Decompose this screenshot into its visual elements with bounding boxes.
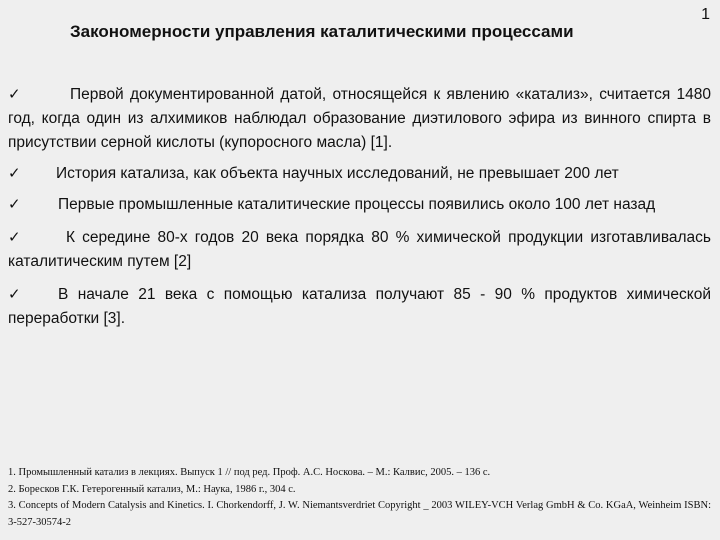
page-number: 1 xyxy=(701,6,710,23)
reference-item: 3. Concepts of Modern Catalysis and Kinetics. I. Chorkendorff, J. W. Niemantsverdriet Copyright _ 2003 WILEY-VCH Verlag GmbH & Co. KGaA, Weinheim ISBN: 3-527-30574-2 xyxy=(8,500,711,528)
bullet-item xyxy=(8,192,711,217)
bullet-list xyxy=(8,82,711,339)
bullet-item xyxy=(8,82,711,155)
checkmark-icon: ✓ xyxy=(8,195,21,213)
references xyxy=(8,465,711,531)
reference-item: 2. Боресков Г.К. Гетерогенный катализ, М.: Наука, 1986 г., 304 с. xyxy=(8,483,296,495)
checkmark-icon: ✓ xyxy=(8,228,21,246)
checkmark-icon: ✓ xyxy=(8,164,21,182)
bullet-text: К середине 80-х годов 20 века порядка 80 % химической продукции изготавливалась каталитическим путем [2] xyxy=(8,229,711,270)
bullet-text: Первые промышленные каталитические процессы появились около 100 лет назад xyxy=(58,196,656,213)
bullet-text: История катализа, как объекта научных исследований, не превышает 200 лет xyxy=(56,165,619,182)
slide-title: Закономерности управления каталитическими процессами xyxy=(70,22,574,41)
reference-item: 1. Промышленный катализ в лекциях. Выпуск 1 // под ред. Проф. А.С. Носкова. – М.: Калвис, 2005. – 136 с. xyxy=(8,467,491,478)
bullet-item xyxy=(8,225,711,274)
bullet-item xyxy=(8,161,711,186)
bullet-text: В начале 21 века с помощью катализа получают 85 - 90 % продуктов химической переработки [3]. xyxy=(8,286,711,327)
checkmark-icon: ✓ xyxy=(8,85,21,103)
bullet-text: Первой документированной датой, относящейся к явлению «катализ», считается 1480 год, когда один из алхимиков наблюдал образование диэтилового эфира из винного спирта в присутствии серной кислоты (купоросного масла) [1]. xyxy=(8,86,711,151)
bullet-item xyxy=(8,282,711,331)
checkmark-icon: ✓ xyxy=(8,285,21,303)
